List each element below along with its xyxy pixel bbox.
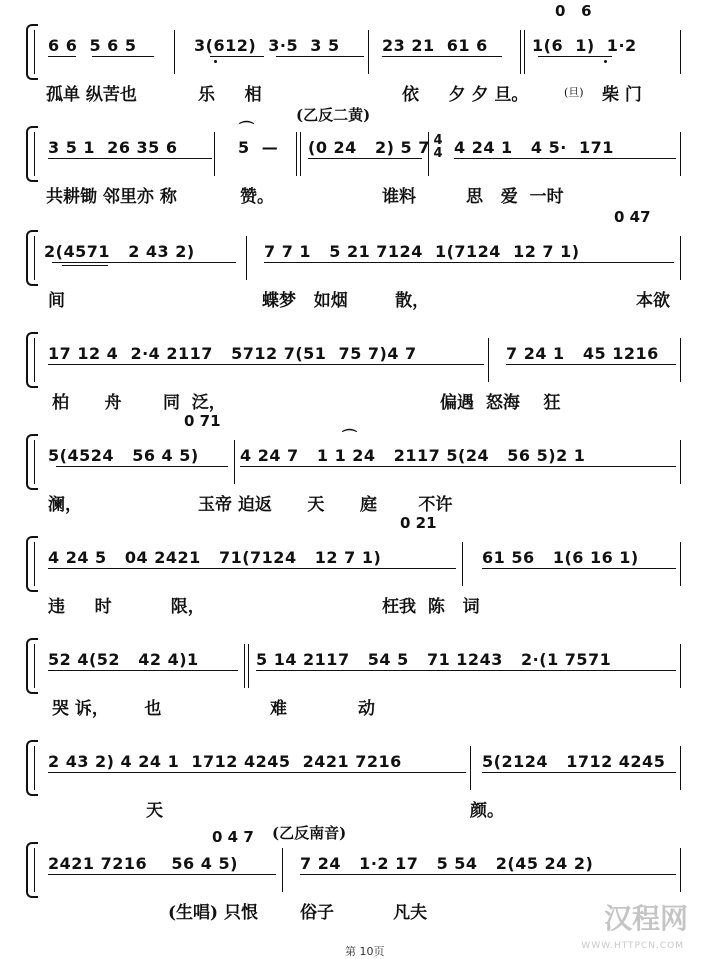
system-brace (26, 440, 40, 484)
barline (282, 848, 283, 892)
underline (62, 265, 108, 266)
underline (48, 772, 466, 773)
grace-notes: 0 6 (555, 2, 592, 20)
measure-notes: 7 7 1 5 21 7124 1(7124 12 7 1) (264, 242, 580, 261)
measure-notes: 4 24 7 1 1 24 2117 5(24 56 5)2 1 (240, 446, 586, 465)
score-system-8 (0, 730, 702, 830)
barline (680, 236, 681, 280)
measure-notes: 4 24 1 4 5· 171 (454, 138, 614, 157)
lyric-line: 间 (48, 291, 65, 311)
page-number: 第 10页 (345, 945, 385, 958)
measure-notes: 23 21 61 6 (382, 36, 488, 55)
lyric-line: 澜， (48, 495, 82, 515)
lyric-line: 哭 诉， 也 (52, 699, 162, 719)
measure-notes: 5(2124 1712 4245 (482, 752, 666, 771)
measure-notes: 2 43 2) 4 24 1 1712 4245 2421 7216 (48, 752, 402, 771)
time-signature: 4 4 (433, 133, 443, 161)
underline (308, 158, 422, 159)
score-system-2 (0, 106, 702, 216)
site-watermark: 汉程网 (603, 902, 688, 935)
system-brace (26, 132, 40, 176)
underline (48, 874, 276, 875)
barline (214, 132, 215, 176)
system-brace-line (34, 644, 35, 688)
underline (256, 670, 676, 671)
mode-header: (乙反二黄) (296, 106, 371, 124)
lyric-line: 共耕锄 邻里亦 称 (46, 187, 177, 207)
lyric-line: 乐 相 (198, 85, 262, 105)
score-system-5 (0, 412, 702, 524)
lyric-line: 偏遇 怒海 狂 (440, 393, 561, 413)
grace-notes: 0 4 7 (212, 828, 254, 846)
barline (680, 30, 681, 74)
lyric-line: 难 动 (270, 699, 376, 719)
barline (680, 440, 681, 484)
barline (680, 338, 681, 382)
barline (244, 644, 245, 688)
system-brace (26, 644, 40, 688)
lyric-line: 天 (146, 801, 163, 821)
score-system-3 (0, 208, 702, 320)
underline (300, 874, 676, 875)
lyric-line: 玉帝 迫返 天 庭 不许 (198, 495, 453, 515)
measure-notes: (0 24 2) 5 7 (308, 138, 430, 157)
score-system-1 (0, 2, 702, 114)
underline (276, 56, 364, 57)
underline (538, 56, 612, 57)
measure-notes: 61 56 1(6 16 1) (482, 548, 639, 567)
underline (92, 56, 154, 57)
system-brace (26, 236, 40, 280)
barline (524, 30, 525, 74)
barline (680, 542, 681, 586)
measure-notes: 4 24 5 04 2421 71(7124 12 7 1) (48, 548, 382, 567)
lyric-line: 孤单 纵苦也 (46, 85, 137, 105)
barline (248, 644, 249, 688)
underline (52, 262, 236, 263)
underline (210, 56, 264, 57)
underline (48, 670, 238, 671)
system-brace-line (34, 30, 35, 74)
lyric-line: 蝶梦 如烟 散， (262, 291, 430, 311)
octave-dot (604, 60, 607, 63)
system-brace (26, 338, 40, 382)
barline (174, 30, 175, 74)
lyric-line: 本欲 (636, 291, 670, 311)
system-brace (26, 30, 40, 74)
underline (506, 364, 676, 365)
barline (680, 644, 681, 688)
underline (56, 466, 228, 467)
grace-notes: 0 21 (400, 514, 437, 532)
system-brace-line (34, 338, 35, 382)
underline (240, 466, 676, 467)
lyric-line: 颜。 (470, 801, 504, 821)
barline (488, 338, 489, 382)
system-brace (26, 848, 40, 892)
grace-notes: 0 71 (184, 412, 221, 430)
lyric-line: 赞。 (240, 187, 274, 207)
barline (520, 30, 521, 74)
lyric-line: 谁料 (382, 187, 416, 207)
underline (482, 568, 676, 569)
grace-notes: 0 47 (614, 208, 651, 226)
underline (482, 772, 676, 773)
site-watermark-url: WWW.HTTPCN.COM (581, 941, 684, 951)
measure-notes: 3 5 1 26 35 6 (48, 138, 178, 157)
system-brace-line (34, 132, 35, 176)
measure-notes: 5 — (238, 138, 279, 157)
mode-header: (乙反南音) (272, 824, 347, 842)
barline (246, 236, 247, 280)
measure-notes: 52 4(52 42 4)1 (48, 650, 199, 669)
measure-notes: 5 14 2117 54 5 71 1243 2·(1 7571 (256, 650, 612, 669)
underline (48, 568, 456, 569)
score-system-4 (0, 322, 702, 422)
lyric-line: 柏 舟 同 泛， (52, 393, 226, 413)
lyric-line: 思 爱 一时 (466, 187, 564, 207)
measure-notes: 17 12 4 2·4 2117 5712 7(51 75 7)4 7 (48, 344, 417, 363)
underline (382, 56, 502, 57)
barline (234, 440, 235, 484)
system-brace-line (34, 746, 35, 790)
system-brace-line (34, 440, 35, 484)
measure-notes: 7 24 1 45 1216 (506, 344, 659, 363)
barline (680, 132, 681, 176)
system-brace-line (34, 542, 35, 586)
measure-notes: 3(612) 3·5 3 5 (194, 36, 340, 55)
score-system-9 (0, 824, 702, 932)
measure-notes: 2(4571 2 43 2) (44, 242, 195, 261)
barline (470, 746, 471, 790)
fermata-mark: ⌒ (239, 120, 255, 138)
measure-notes: 1(6 1) 1·2 (532, 36, 637, 55)
barline (368, 30, 369, 74)
system-brace (26, 542, 40, 586)
underline (48, 364, 484, 365)
underline (48, 56, 76, 57)
measure-notes: 7 24 1·2 17 5 54 2(45 24 2) (300, 854, 594, 873)
barline (680, 848, 681, 892)
barline (462, 542, 463, 586)
system-brace (26, 746, 40, 790)
underline (454, 158, 676, 159)
tie-mark: ⌒ (342, 428, 358, 446)
underline (48, 158, 212, 159)
measure-notes: 2421 7216 56 4 5) (48, 854, 238, 873)
score-system-6 (0, 514, 702, 626)
lyric-line: 违 时 限， (48, 597, 205, 617)
score-system-7 (0, 628, 702, 728)
lyric-line: (生唱) 只恨 (168, 903, 259, 923)
lyric-line: 依 夕 夕 旦。 (402, 85, 529, 105)
measure-notes: 6 6 5 6 5 (48, 36, 137, 55)
lyric-line: 枉我 陈 词 (382, 597, 480, 617)
barline (428, 132, 429, 176)
barline (680, 746, 681, 790)
role-marker: (旦) (564, 86, 584, 99)
underline (264, 262, 674, 263)
lyric-line: 柴 门 (602, 85, 642, 105)
lyric-line: 俗子 凡夫 (300, 903, 428, 923)
system-brace-line (34, 848, 35, 892)
system-brace-line (34, 236, 35, 280)
double-barline (296, 132, 301, 176)
octave-dot (214, 60, 217, 63)
measure-notes: 5(4524 56 4 5) (48, 446, 199, 465)
